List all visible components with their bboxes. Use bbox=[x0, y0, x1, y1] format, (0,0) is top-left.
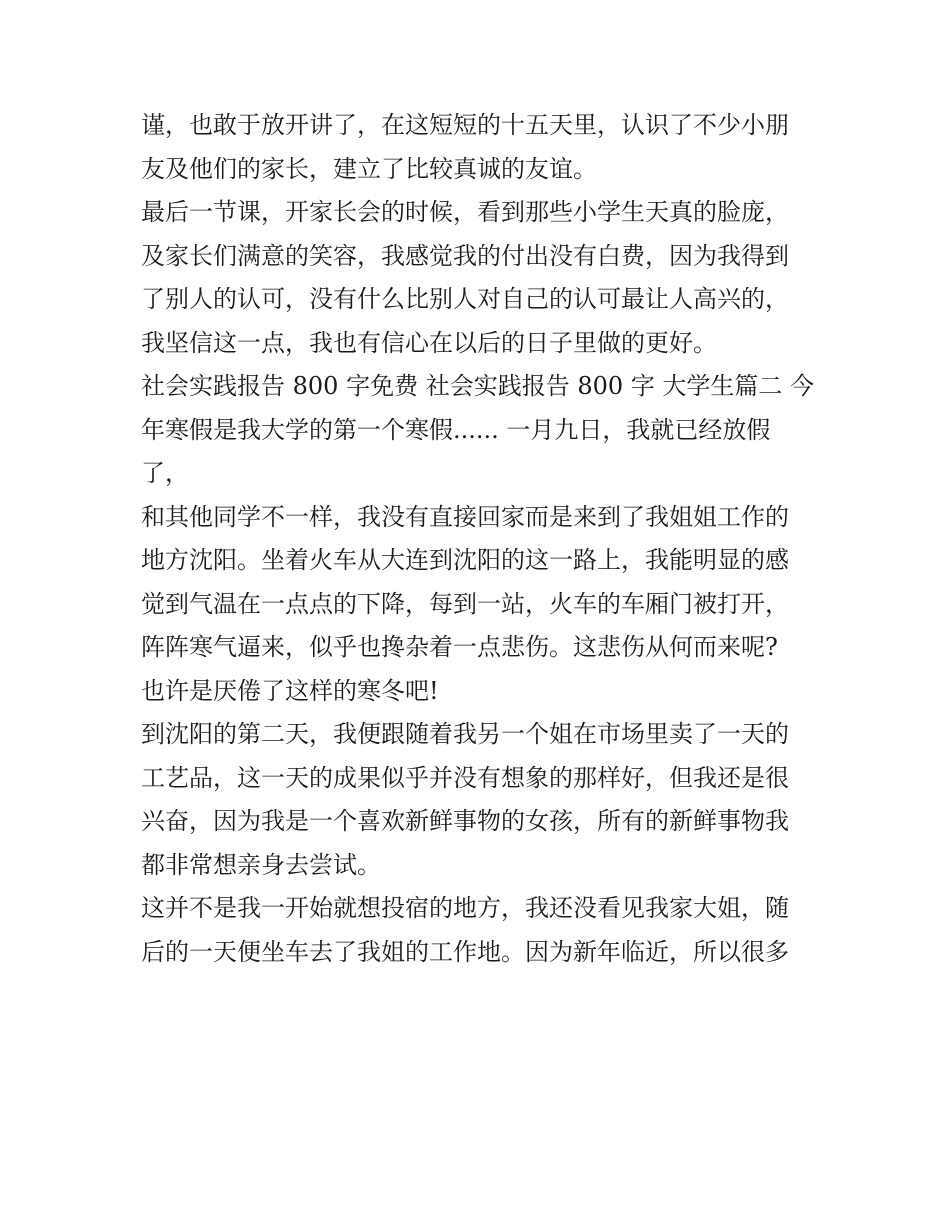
text-line: 最后一节课，开家长会的时候，看到那些小学生天真的脸庞， bbox=[141, 198, 789, 226]
text-line: 兴奋，因为我是一个喜欢新鲜事物的女孩，所有的新鲜事物我 bbox=[141, 807, 789, 835]
text-line: 到沈阳的第二天，我便跟随着我另一个姐在市场里卖了一天的 bbox=[141, 720, 789, 748]
text-line: 年寒假是我大学的第一个寒假...... 一月九日，我就已经放假 bbox=[141, 415, 771, 444]
text-line: 我坚信这一点，我也有信心在以后的日子里做的更好。 bbox=[141, 328, 717, 357]
text-line: 社会实践报告 800 字免费 社会实践报告 800 字 大学生篇二 今 bbox=[141, 372, 815, 400]
text-line: 友及他们的家长，建立了比较真诚的友谊。 bbox=[141, 154, 597, 183]
text-line: 及家长们满意的笑容，我感觉我的付出没有白费，因为我得到 bbox=[141, 241, 789, 270]
text-line: 也许是厌倦了这样的寒冬吧! bbox=[141, 676, 439, 705]
text-line: 了别人的认可，没有什么比别人对自己的认可最让人高兴的， bbox=[141, 285, 789, 313]
text-line: 和其他同学不一样，我没有直接回家而是来到了我姐姐工作的 bbox=[141, 502, 789, 531]
text-line: 工艺品，这一天的成果似乎并没有想象的那样好，但我还是很 bbox=[141, 763, 789, 792]
text-line: 觉到气温在一点点的下降，每到一站，火车的车厢门被打开， bbox=[141, 589, 789, 618]
text-line: 这并不是我一开始就想投宿的地方，我还没看见我家大姐，随 bbox=[141, 894, 789, 922]
text-line: 谨，也敢于放开讲了，在这短短的十五天里，认识了不少小朋 bbox=[141, 111, 789, 139]
text-line: 都非常想亲身去尝试。 bbox=[141, 850, 381, 879]
text-line: 阵阵寒气逼来，似乎也搀杂着一点悲伤。这悲伤从何而来呢? bbox=[141, 633, 778, 661]
text-line: 地方沈阳。坐着火车从大连到沈阳的这一路上，我能明显的感 bbox=[141, 546, 789, 574]
document-body bbox=[141, 104, 821, 974]
text-line: 后的一天便坐车去了我姐的工作地。因为新年临近，所以很多 bbox=[141, 937, 789, 966]
text-line: 了， bbox=[141, 459, 189, 487]
